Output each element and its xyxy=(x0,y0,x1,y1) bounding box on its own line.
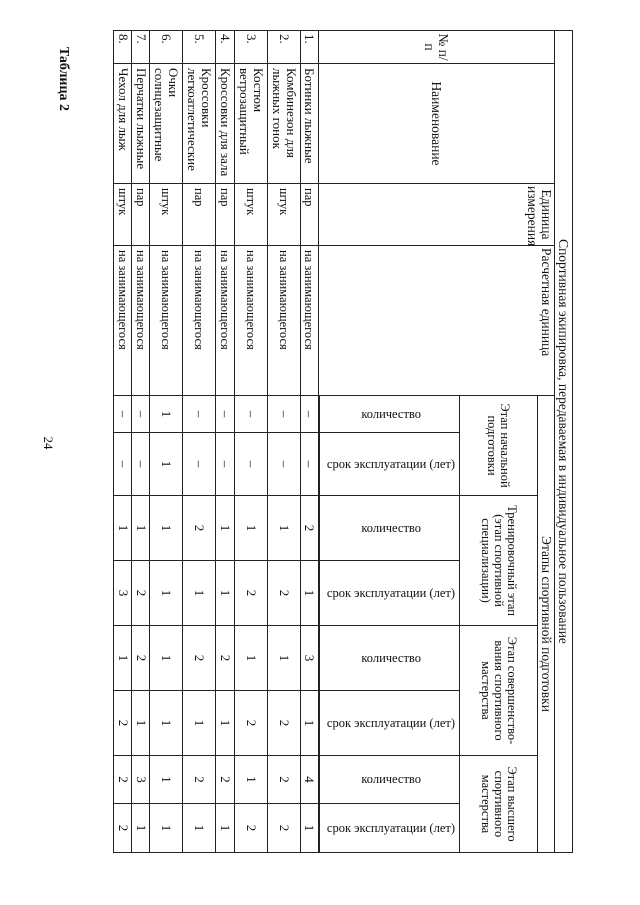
row-number: 6. xyxy=(150,31,183,64)
row-name: Кроссовки легкоатлетические xyxy=(183,64,216,184)
row-unit: пар xyxy=(183,184,216,246)
row-qty: 2 xyxy=(183,756,216,804)
row-term: – xyxy=(183,433,216,496)
table-row xyxy=(216,31,234,853)
row-term: 1 xyxy=(150,691,183,756)
row-term: 1 xyxy=(183,691,216,756)
header-calc: Расчетная единица xyxy=(318,246,554,396)
row-unit: штук xyxy=(114,184,132,246)
row-term: 1 xyxy=(150,804,183,853)
row-term: 1 xyxy=(132,691,150,756)
row-term: 2 xyxy=(267,561,300,626)
row-number: 2. xyxy=(267,31,300,64)
row-number: 3. xyxy=(234,31,267,64)
header-term-label: срок эксплуатации (лет) xyxy=(326,715,455,730)
row-qty: – xyxy=(183,396,216,433)
row-qty: 1 xyxy=(132,496,150,561)
row-qty: 2 xyxy=(132,626,150,691)
row-calc-unit: на занимающегося xyxy=(267,246,300,396)
row-unit: пар xyxy=(132,184,150,246)
table-row xyxy=(234,31,267,853)
row-term: – xyxy=(132,433,150,496)
row-term: 2 xyxy=(114,804,132,853)
header-term-label: срок эксплуатации (лет) xyxy=(326,456,455,471)
table-row xyxy=(150,31,183,853)
header-qty-stage-1 xyxy=(319,396,459,433)
row-qty: 3 xyxy=(300,626,318,691)
row-name: Костюм ветрозащитный xyxy=(234,64,267,184)
row-name: Перчатки лыжные xyxy=(132,64,150,184)
row-unit: пар xyxy=(216,184,234,246)
header-stage-3: Этап совершенство-вания спортивного мастерства xyxy=(460,626,538,756)
row-calc-unit: на занимающегося xyxy=(114,246,132,396)
row-qty: 2 xyxy=(183,626,216,691)
row-qty: – xyxy=(132,396,150,433)
table-body xyxy=(114,31,319,853)
header-term-label: срок эксплуатации (лет) xyxy=(326,820,455,835)
row-name: Очки солнцезащитные xyxy=(150,64,183,184)
row-term: 3 xyxy=(114,561,132,626)
row-calc-unit: на занимающегося xyxy=(183,246,216,396)
row-term: – xyxy=(114,433,132,496)
row-qty: 2 xyxy=(216,626,234,691)
header-qty-label: количество xyxy=(361,406,421,421)
table-row xyxy=(183,31,216,853)
table-label: Таблица 2 xyxy=(56,46,71,112)
row-term: – xyxy=(234,433,267,496)
row-term: 2 xyxy=(267,804,300,853)
header-term-stage-3 xyxy=(319,691,459,756)
row-term: 1 xyxy=(150,561,183,626)
row-calc-unit: на занимающегося xyxy=(234,246,267,396)
header-stage-1: Этап начальной подготовки xyxy=(460,396,538,496)
header-qty-label: количество xyxy=(361,772,421,786)
row-term: 1 xyxy=(216,804,234,853)
header-name: Наименование xyxy=(318,64,554,184)
row-qty: 2 xyxy=(114,756,132,804)
table-row xyxy=(132,31,150,853)
row-qty: 2 xyxy=(183,496,216,561)
header-stage-2: Тренировочный этап (этап спортивной специализации) xyxy=(460,496,538,626)
header-qty-stage-3 xyxy=(319,626,459,691)
header-unit: Единица измерения xyxy=(318,184,554,246)
row-name: Чехол для лыж xyxy=(114,64,132,184)
row-qty: 1 xyxy=(216,496,234,561)
row-qty: 1 xyxy=(150,496,183,561)
header-qty-stage-2 xyxy=(319,496,459,561)
row-calc-unit: на занимающегося xyxy=(216,246,234,396)
rotated-page-area xyxy=(113,30,573,852)
row-term: 1 xyxy=(300,691,318,756)
row-term: 2 xyxy=(132,561,150,626)
header-term-stage-4 xyxy=(319,804,459,853)
row-qty: 1 xyxy=(234,496,267,561)
equipment-table xyxy=(113,30,573,853)
row-term: 1 xyxy=(183,561,216,626)
row-number: 7. xyxy=(132,31,150,64)
row-qty: 1 xyxy=(234,626,267,691)
row-calc-unit: на занимающегося xyxy=(300,246,318,396)
row-qty: – xyxy=(216,396,234,433)
row-term: – xyxy=(216,433,234,496)
row-term: 1 xyxy=(150,433,183,496)
row-qty: 1 xyxy=(267,496,300,561)
rotated-table-wrapper xyxy=(113,30,573,852)
row-calc-unit: на занимающегося xyxy=(150,246,183,396)
row-term: 2 xyxy=(267,691,300,756)
row-name: Ботинки лыжные xyxy=(300,64,318,184)
row-qty: 1 xyxy=(150,756,183,804)
page-number: 24 xyxy=(41,436,56,450)
row-term: 1 xyxy=(300,561,318,626)
row-term: 2 xyxy=(234,804,267,853)
row-number: 8. xyxy=(114,31,132,64)
header-num: № п/п xyxy=(318,31,554,64)
table-row xyxy=(267,31,300,853)
header-stages-group: Этапы спортивной подготовки xyxy=(538,396,555,853)
row-qty: – xyxy=(267,396,300,433)
table-row xyxy=(300,31,318,853)
row-unit: пар xyxy=(300,184,318,246)
header-term-label: срок эксплуатации (лет) xyxy=(326,585,455,600)
row-term: 1 xyxy=(216,561,234,626)
row-term: 1 xyxy=(300,804,318,853)
header-qty-label: количество xyxy=(361,650,421,665)
row-qty: – xyxy=(300,396,318,433)
table-title: Спортивная экипировка, передаваемая в индивидуальное пользование xyxy=(555,31,573,853)
row-unit: штук xyxy=(150,184,183,246)
table-row xyxy=(114,31,132,853)
row-term: – xyxy=(300,433,318,496)
header-stage-4: Этап высшего спортивного мастерства xyxy=(460,756,538,853)
row-unit: штук xyxy=(234,184,267,246)
row-term: 1 xyxy=(183,804,216,853)
row-qty: – xyxy=(114,396,132,433)
row-term: – xyxy=(267,433,300,496)
row-number: 1. xyxy=(300,31,318,64)
header-qty-stage-4 xyxy=(319,756,459,804)
row-qty: 2 xyxy=(267,756,300,804)
row-calc-unit: на занимающегося xyxy=(132,246,150,396)
header-qty-label: количество xyxy=(361,520,421,535)
row-name: Комбинезон для лыжных гонок xyxy=(267,64,300,184)
row-qty: 1 xyxy=(150,396,183,433)
row-term: 1 xyxy=(216,691,234,756)
row-qty: – xyxy=(234,396,267,433)
header-term-stage-1 xyxy=(319,433,459,496)
row-number: 4. xyxy=(216,31,234,64)
row-qty: 1 xyxy=(114,626,132,691)
row-qty: 1 xyxy=(114,496,132,561)
row-term: 1 xyxy=(132,804,150,853)
row-term: 2 xyxy=(234,561,267,626)
row-number: 5. xyxy=(183,31,216,64)
row-qty: 2 xyxy=(300,496,318,561)
header-term-stage-2 xyxy=(319,561,459,626)
row-unit: штук xyxy=(267,184,300,246)
row-qty: 1 xyxy=(267,626,300,691)
row-qty: 3 xyxy=(132,756,150,804)
row-term: 2 xyxy=(234,691,267,756)
row-qty: 4 xyxy=(300,756,318,804)
row-qty: 1 xyxy=(234,756,267,804)
row-qty: 2 xyxy=(216,756,234,804)
row-term: 2 xyxy=(114,691,132,756)
row-qty: 1 xyxy=(150,626,183,691)
row-name: Кроссовки для зала xyxy=(216,64,234,184)
